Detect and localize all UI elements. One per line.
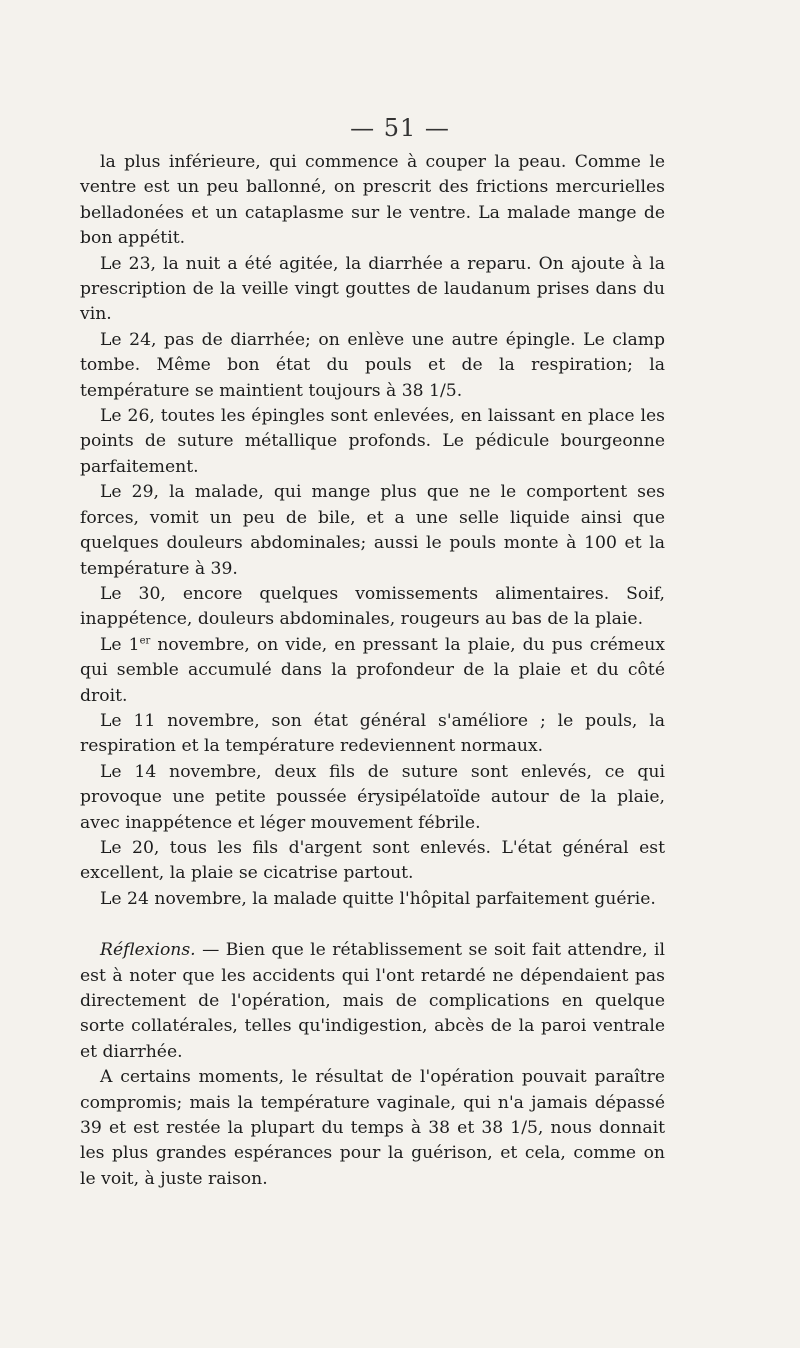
paragraph-7: [80, 633, 665, 709]
paragraph-6: [80, 582, 665, 633]
paragraph-9: [80, 760, 665, 836]
paragraph-3-text: Le 24, pas de diarrhée; on enlève une autre épingle. Le clamp tombe. Même bon état du pouls et de la respiration; la température se maintient toujours à 38 1/5.: [80, 329, 665, 401]
paragraph-5: [80, 480, 665, 582]
final-paragraph-text: A certains moments, le résultat de l'opération pouvait paraître compromis; mais la température vaginale, qui n'a jamais dépassé 39 et est restée la plupart du temps à 38 et 38 1/5, nous donnait les plus grandes espérances pour la guérison, et cela, comme on le voit, à juste raison.: [80, 1067, 665, 1189]
paragraph-5-text: Le 29, la malade, qui mange plus que ne le comportent ses forces, vomit un peu de bile, et a une selle liquide ainsi que quelques douleurs abdominales; aussi le pouls monte à 100 et la température à 39.: [80, 482, 665, 579]
paragraph-10-text: Le 20, tous les fils d'argent sont enlevés. L'état général est excellent, la plaie se cicatrise partout.: [80, 837, 665, 884]
paragraph-2: [80, 252, 665, 328]
paragraph-7-text: novembre, on vide, en pressant la plaie, du pus crémeux qui semble accumulé dans la profondeur de la plaie et du côté droit.: [80, 634, 665, 706]
paragraph-4: [80, 404, 665, 480]
paragraph-7-prefix: Le 1: [100, 634, 140, 655]
paragraph-11: [80, 887, 665, 912]
reflexions-text: — Bien que le rétablissement se soit fait attendre, il est à noter que les accidents qui l'ont retardé ne dépendaient pas directement de l'opération, mais de complications en quelque sorte collatérales, telles qu'indigestion, abcès de la paroi ventrale et diarrhée.: [80, 940, 665, 1062]
reflexions-label: Réflexions.: [100, 940, 196, 961]
paragraph-11-text: Le 24 novembre, la malade quitte l'hôpital parfaitement guérie.: [100, 888, 656, 909]
paragraph-8-text: Le 11 novembre, son état général s'améliore ; le pouls, la respiration et la température redeviennent normaux.: [80, 710, 665, 757]
reflexions-paragraph: [80, 938, 665, 1065]
body-text: [80, 150, 665, 1192]
paragraph-1-text: la plus inférieure, qui commence à couper la peau. Comme le ventre est un peu ballonné, on prescrit des frictions mercurielles belladonées et un cataplasme sur le ventre. La malade mange de bon appétit.: [80, 152, 665, 249]
paragraph-10: [80, 836, 665, 887]
page-number: — 51 —: [350, 114, 450, 142]
paragraph-6-text: Le 30, encore quelques vomissements alimentaires. Soif, inappétence, douleurs abdominales, rougeurs au bas de la plaie.: [80, 583, 665, 630]
paragraph-9-text: Le 14 novembre, deux fils de suture sont enlevés, ce qui provoque une petite poussée érysipélatoïde autour de la plaie, avec inappétence et léger mouvement fébrile.: [80, 761, 665, 833]
paragraph-7-superscript: er: [139, 634, 151, 646]
paragraph-4-text: Le 26, toutes les épingles sont enlevées, en laissant en place les points de suture métallique profonds. Le pédicule bourgeonne parfaitement.: [80, 406, 665, 477]
paragraph-8: [80, 709, 665, 760]
paragraph-2-text: Le 23, la nuit a été agitée, la diarrhée a reparu. On ajoute à la prescription de la veille vingt gouttes de laudanum prises dans du vin.: [80, 253, 665, 325]
final-paragraph: [80, 1065, 665, 1192]
paragraph-3: [80, 328, 665, 404]
paragraph-1: [80, 150, 665, 252]
